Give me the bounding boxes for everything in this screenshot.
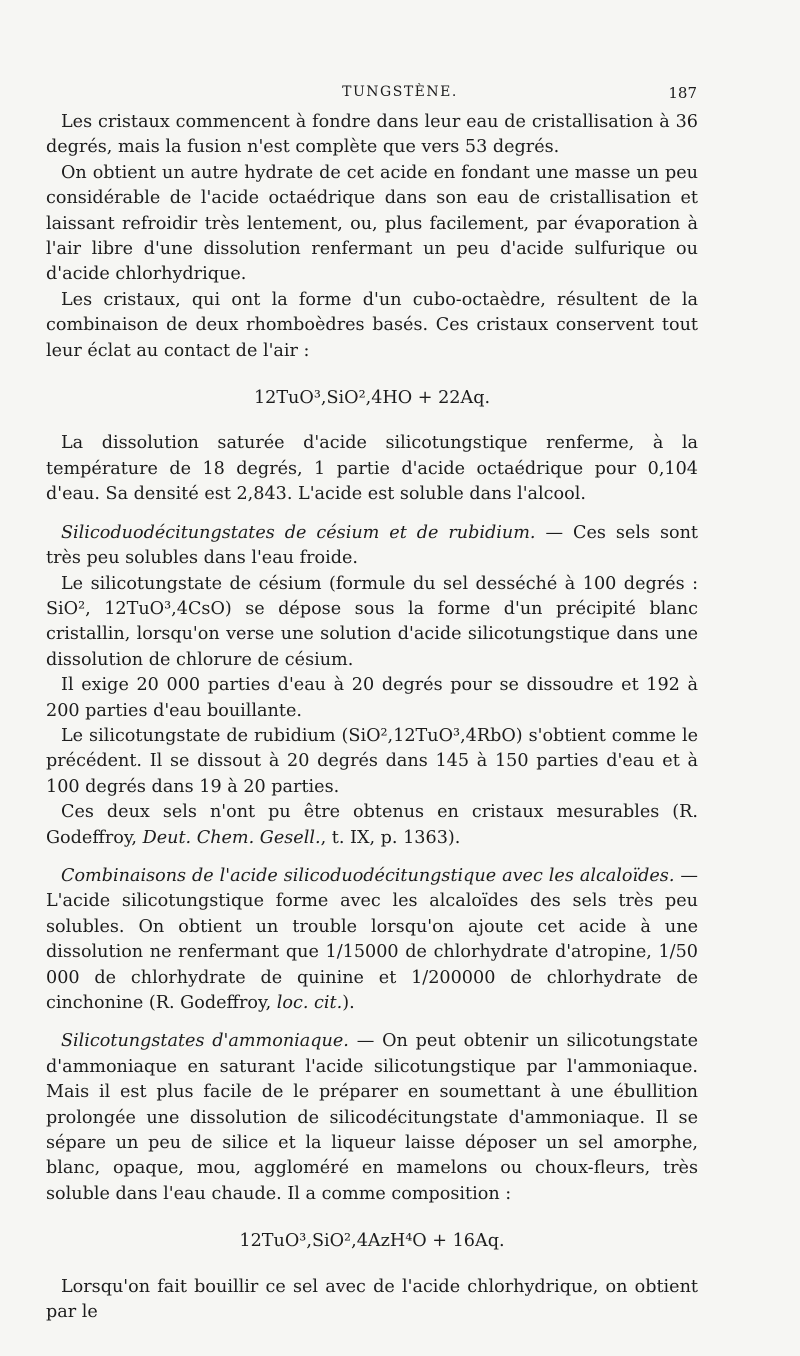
paragraph-text: Ces deux sels n'ont pu être obtenus en cristaux mesurables (R. Godeffroy, (46, 802, 698, 848)
page-number: 187 (668, 84, 697, 102)
paragraph: Le silicotungstate de rubidium (SiO²,12TuO³,4RbO) s'obtient comme le précédent. Il se dissout à 20 degrés dans 145 à 150 parties d'eau et à 100 degrés dans 19 à 20 parties. (46, 725, 698, 797)
paragraph (46, 800, 698, 851)
body-text (46, 110, 698, 1325)
section-title: Silicoduodécitungstates de césium et de rubidium. (61, 522, 536, 543)
paragraph-text: , t. IX, p. 1363). (320, 827, 461, 848)
running-title: TUNGSTÈNE. (342, 84, 458, 100)
paragraph: Lorsqu'on fait bouillir ce sel avec de l'acide chlorhydrique, on obtient par le (46, 1276, 698, 1323)
section-text: — Ces sels sont très peu solubles dans l'eau froide. (46, 522, 698, 569)
paragraph: On obtient un autre hydrate de cet acide en fondant une masse un peu considérable de l'acide octaédrique dans son eau de cristallisation et laissant refroidir très lentement, ou, plus facilement, par évaporation à l'air libre d'une dissolution renfermant un peu d'acide sulfurique ou d'acide chlorhydrique. (46, 162, 698, 285)
paragraph: Il exige 20 000 parties d'eau à 20 degrés pour se dissoudre et 192 à 200 parties d'eau bouillante. (46, 675, 698, 721)
formula: 12TuO³,SiO²,4HO + 22Aq. (253, 388, 491, 409)
paragraph-text: ). (342, 993, 355, 1013)
page-header (0, 84, 800, 106)
paragraph: Les cristaux commencent à fondre dans leur eau de cristallisation à 36 degrés, mais la fusion n'est complète que vers 53 degrés. (46, 112, 698, 158)
section-title: Combinaisons de l'acide silicoduodécitungstique avec les alcaloïdes. (61, 865, 675, 886)
paragraph: Les cristaux, qui ont la forme d'un cubo-octaèdre, résultent de la combinaison de deux rhomboèdres basés. Ces cristaux conservent tout leur éclat au contact de l'air : (46, 289, 698, 361)
formula: 12TuO³,SiO²,4AzH⁴O + 16Aq. (239, 1231, 505, 1252)
citation: Deut. Chem. Gesell. (142, 827, 321, 848)
paragraph: Le silicotungstate de césium (formule du sel desséché à 100 degrés : SiO², 12TuO³,4CsO) se dépose sous la forme d'un précipité blanc cristallin, lorsqu'on verse une solution d'acide silicotungstique dans une dissolution de chlorure de césium. (46, 573, 698, 670)
paragraph: La dissolution saturée d'acide silicotungstique renferme, à la température de 18 degrés, 1 partie d'acide octaédrique pour 0,104 d'eau. Sa densité est 2,843. L'acide est soluble dans l'alcool. (46, 433, 698, 505)
section-paragraph (46, 864, 698, 1016)
section-title: Silicotungstates d'ammoniaque. (61, 1031, 349, 1052)
section-paragraph (46, 521, 698, 572)
section-text: — On peut obtenir un silicotungstate d'ammoniaque en saturant l'acide silicotungstique par l'ammoniaque. Mais il est plus facile de le préparer en soumettant à une ébullition prolongée une dissolution de silicodécitungstate d'ammoniaque. Il se sépare un peu de silice et la liqueur laisse déposer un sel amorphe, blanc, opaque, mou, aggloméré en mamelons ou choux-fleurs, très soluble dans l'eau chaude. Il a comme composition : (46, 1031, 698, 1204)
section-paragraph (46, 1029, 698, 1207)
citation: loc. cit. (276, 993, 343, 1013)
section-text: — L'acide silicotungstique forme avec les alcaloïdes des sels très peu solubles. On obtient un trouble lorsqu'on ajoute cet acide à une dissolution ne renfermant que 1/15000 de chlorhydrate d'atropine, 1/50 000 de chlorhydrate de quinine et 1/200000 de chlorhydrate de cinchonine (R. Godeffroy, (46, 865, 698, 1013)
